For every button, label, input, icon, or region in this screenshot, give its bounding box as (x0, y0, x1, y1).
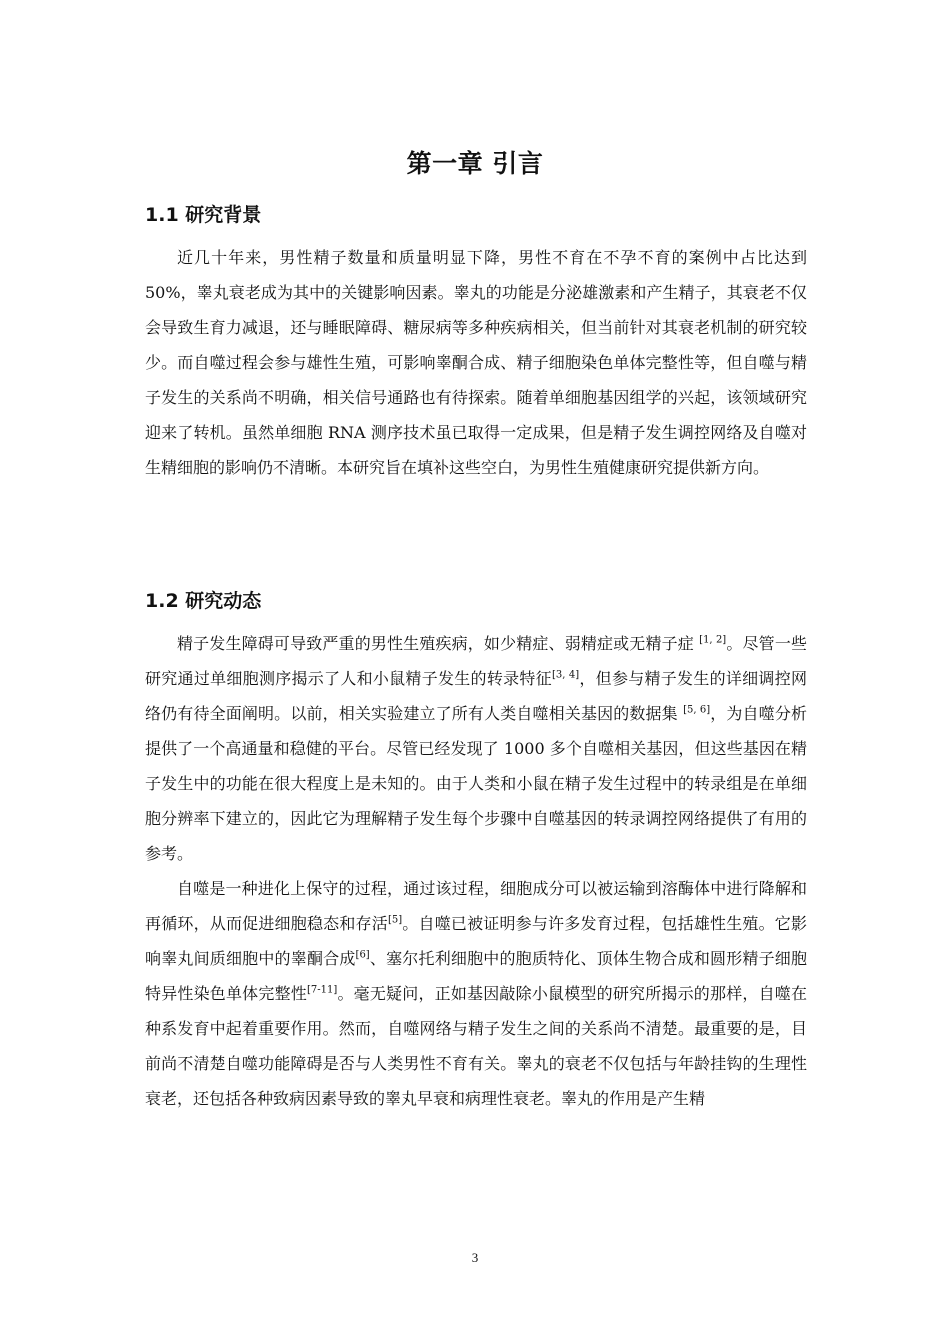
paragraph-text: 自噬是一种进化上保守的过程，通过该过程，细胞成分可以被运输到溶酶体中进行降解和再循环，从而促进细胞稳态和存活 (145, 879, 807, 933)
citation: [7-11] (306, 984, 338, 996)
section-heading-research-status: 1.2 研究动态 (145, 590, 262, 612)
paragraph-text: 近几十年来，男性精子数量和质量明显下降，男性不育在不孕不育的案例中占比达到 50%，睾丸衰老成为其中的关键影响因素。睾丸的功能是分泌雄激素和产生精子，其衰老不仅会导致生育力减退，还与睡眠障碍、糖尿病等多种疾病相关，但当前针对其衰老机制的研究较少。而自噬过程会参与雄性生殖，可影响睾酮合成、精子细胞染色单体完整性等，但自噬与精子发生的关系尚不明确，相关信号通路也有待探索。随着单细胞基因组学的兴起，该领域研究迎来了转机。虽然单细胞 RNA 测序技术虽已取得一定成果，但是精子发生调控网络及自噬对生精细胞的影响仍不清晰。本研究旨在填补这些空白，为男性生殖健康研究提供新方向。 (145, 248, 807, 477)
citation: [5, 6] (683, 704, 711, 716)
citation: [1, 2] (699, 634, 727, 646)
paragraph-text: 。尽管一些研究通过单细胞测序揭示了人和小鼠精子发生的转录特征 (145, 634, 807, 688)
section-heading-background: 1.1 研究背景 (145, 204, 262, 226)
paragraph-text: 精子发生障碍可导致严重的男性生殖疾病，如少精症、弱精症或无精子症 (177, 634, 700, 653)
section-body-background (145, 240, 807, 485)
paragraph-text: ，但参与精子发生的详细调控网络仍有待全面阐明。以前，相关实验建立了所有人类自噬相关基因的数据集 (145, 669, 807, 723)
citation: [3, 4] (551, 669, 580, 681)
section-body-research-status (145, 626, 807, 1116)
paragraph-text: 。毫无疑问，正如基因敲除小鼠模型的研究所揭示的那样，自噬在种系发育中起着重要作用。然而，自噬网络与精子发生之间的关系尚不清楚。最重要的是，目前尚不清楚自噬功能障碍是否与人类男性不育有关。睾丸的衰老不仅包括与年龄挂钩的生理性衰老，还包括各种致病因素导致的睾丸早衰和病理性衰老。睾丸的作用是产生精 (145, 984, 807, 1108)
paragraph-text: 、塞尔托利细胞中的胞质特化、顶体生物合成和圆形精子细胞特异性染色单体完整性 (145, 949, 807, 1003)
citation: [5] (387, 914, 403, 926)
chapter-title: 第一章 引言 (406, 149, 544, 178)
paragraph-text: ，为自噬分析提供了一个高通量和稳健的平台。尽管已经发现了 1000 多个自噬相关基因，但这些基因在精子发生中的功能在很大程度上是未知的。由于人类和小鼠在精子发生过程中的转录组是在单细胞分辨率下建立的，因此它为理解精子发生每个步骤中自噬基因的转录调控网络提供了有用的参考。 (145, 704, 807, 863)
paragraph-text: 。自噬已被证明参与许多发育过程，包括雄性生殖。它影响睾丸间质细胞中的睾酮合成 (145, 914, 807, 968)
page-number: 3 (471, 1250, 479, 1265)
paragraph (145, 240, 807, 485)
citation: [6] (355, 949, 370, 961)
paragraph (145, 626, 807, 871)
paragraph (145, 871, 807, 1116)
